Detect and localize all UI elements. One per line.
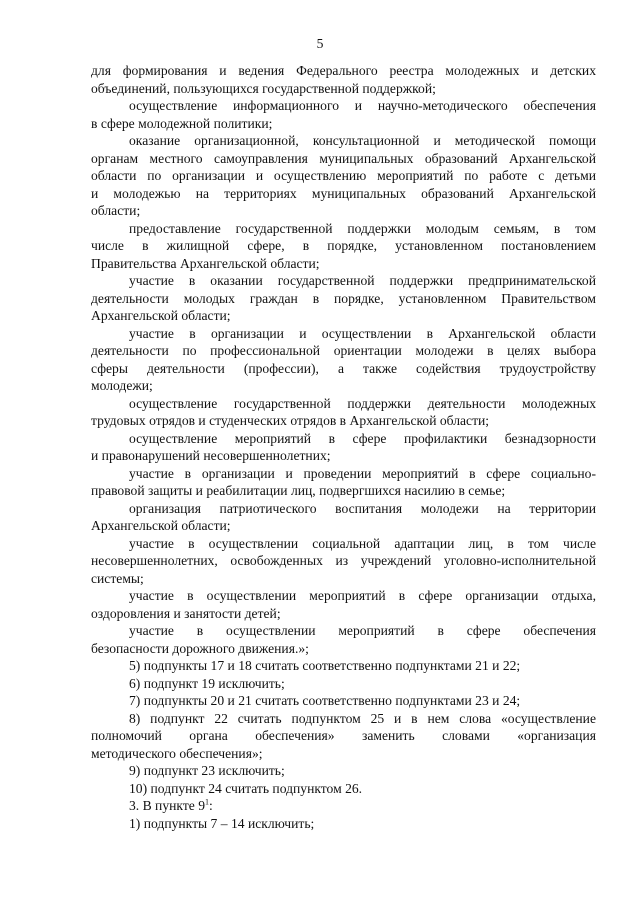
- text-line: Архангельской области;: [91, 518, 231, 533]
- text-line: осуществление мероприятий в сфере профилактики безнадзорности: [129, 430, 596, 446]
- text-line: участие в осуществлении социальной адаптации лиц, в том числе: [129, 535, 596, 551]
- text-line: участие в организации и проведении мероприятий в сфере социально-: [129, 465, 596, 481]
- text-line: 9) подпункт 23 исключить;: [129, 763, 285, 778]
- text-line: области;: [91, 203, 141, 218]
- text-line: области по организации и осуществлению мероприятий по работе с детьми: [91, 168, 596, 183]
- superscript: 1: [205, 797, 210, 807]
- text-line: системы;: [91, 570, 144, 586]
- final-line: 1) подпункты 7 – 14 исключить;: [129, 815, 315, 831]
- text-line: Правительства Архангельской области;: [91, 255, 320, 271]
- body-text: [91, 62, 596, 832]
- text-line: 7) подпункты 20 и 21 считать соответственно подпунктами 23 и 24;: [129, 693, 521, 708]
- text-line: деятельности молодых граждан в порядке, установленном Правительством: [91, 290, 596, 306]
- text-line: 10) подпункт 24 считать подпунктом 26.: [129, 780, 363, 796]
- text-line: полномочий органа обеспечения» заменить словами «организация: [91, 728, 596, 743]
- text-line: 5) подпункты 17 и 18 считать соответственно подпунктами 21 и 22;: [129, 658, 521, 673]
- text-line: осуществление информационного и научно-методического обеспечения: [129, 98, 596, 113]
- text-line: безопасности дорожного движения.»;: [91, 640, 309, 656]
- text-line: органам местного самоуправления муниципальных образований Архангельской: [91, 150, 596, 166]
- text-line: деятельности по профессиональной ориентации молодежи в целях выбора: [91, 343, 596, 358]
- text-line: участие в организации и осуществлении в Архангельской области: [129, 325, 596, 341]
- item-3-heading: 3. В пункте $9^1$:: [129, 797, 213, 813]
- text-lines: [91, 62, 596, 797]
- text-line: несовершеннолетних, освобожденных из учреждений уголовно-исполнительной: [91, 553, 596, 568]
- text-line: объединений, пользующихся государственной поддержкой;: [91, 80, 436, 96]
- text-line: в сфере молодежной политики;: [91, 115, 273, 131]
- text-line: сферы деятельности (профессии), а также содействия трудоустройству: [91, 360, 596, 376]
- text-line: осуществление государственной поддержки деятельности молодежных: [129, 395, 596, 411]
- text-line: числе в жилищной сфере, в порядке, установленном постановлением: [91, 238, 596, 253]
- text-line: 6) подпункт 19 исключить;: [129, 675, 285, 691]
- text-line: 8) подпункт 22 считать подпунктом 25 и в нем слова «осуществление: [129, 710, 596, 726]
- text-line: методического обеспечения»;: [91, 745, 263, 761]
- text-line: Архангельской области;: [91, 308, 231, 323]
- text-line: предоставление государственной поддержки молодым семьям, в том: [129, 220, 596, 236]
- text-line: и правонарушений несовершеннолетних;: [91, 448, 331, 463]
- text-line: оказание организационной, консультационной и методической помощи: [129, 133, 596, 148]
- page-number: 5: [316, 36, 324, 51]
- text-line: правовой защиты и реабилитации лиц, подвергшихся насилию в семье;: [91, 483, 506, 498]
- text-line: участие в оказании государственной поддержки предпринимательской: [129, 273, 596, 288]
- text-line: молодежи;: [91, 378, 153, 393]
- text-line: участие в осуществлении мероприятий в сфере организации отдыха,: [129, 588, 596, 603]
- text-line: оздоровления и занятости детей;: [91, 605, 281, 621]
- text-line: организация патриотического воспитания молодежи на территории: [129, 500, 596, 516]
- text-line: для формирования и ведения Федерального реестра молодежных и детских: [91, 63, 596, 78]
- text-line: трудовых отрядов и студенческих отрядов в Архангельской области;: [91, 413, 490, 428]
- text-line: и молодежью на территориях муниципальных образований Архангельской: [91, 185, 596, 201]
- text-line: участие в осуществлении мероприятий в сфере обеспечения: [129, 623, 596, 638]
